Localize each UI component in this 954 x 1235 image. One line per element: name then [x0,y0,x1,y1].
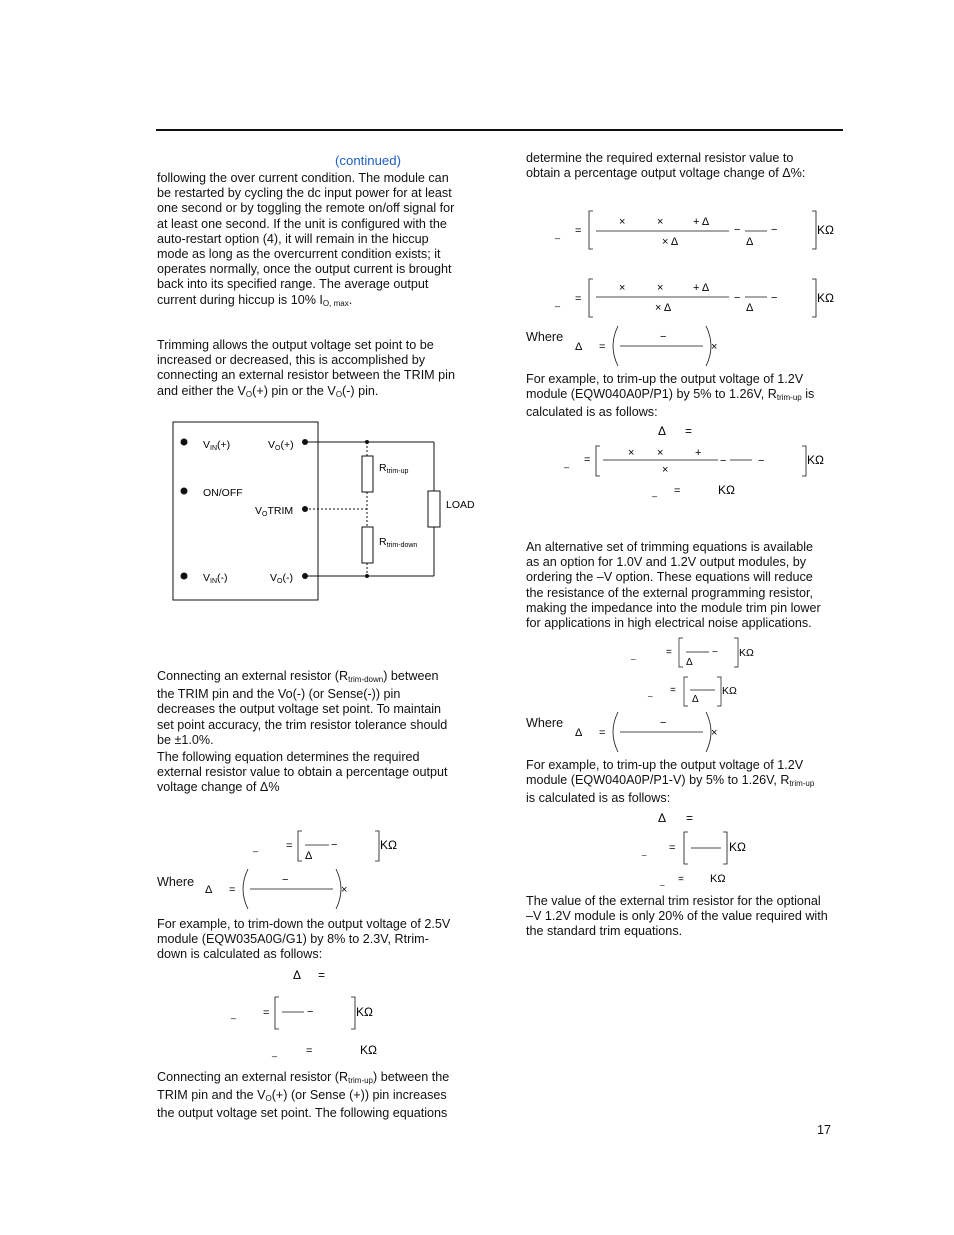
votrim-label: VOTRIM [255,505,294,518]
svg-text:_: _ [253,842,259,852]
svg-text:Δ: Δ [305,850,313,862]
svg-text:=: = [599,341,606,353]
trim-up-example-equations [560,420,830,500]
svg-text:_: _ [231,1009,237,1019]
where-label-right-1: Where [526,330,564,344]
svg-text:×: × [711,727,718,739]
onoff-label: ON/OFF [203,487,243,499]
svg-text:KΩ: KΩ [817,291,834,305]
vo-plus-label: VO(+) [268,439,294,452]
alternative-equations [626,636,776,708]
svg-text:−: − [771,292,778,304]
delta-definition-right-2 [570,708,730,756]
load-resistor [428,491,440,527]
svg-text:×: × [711,341,718,353]
rtrim-up-label: Rtrim-up [379,462,409,475]
svg-text:+: + [695,447,702,459]
hiccup-paragraph: following the over current condition. The module can be restarted by cycling the dc input power for at least one second or by toggling the remote on/off signal for at least one second. If the unit is configured with the auto-restart option (4), it will remain in the hiccup mode as long as the overcurrent condition exists; it operates normally, once the output current is brought back into its specified range. The average output current during hiccup is 10% $I_{O, max}$. [157,171,455,308]
svg-text:Δ: Δ [658,811,667,825]
trim-up-example-paragraph: For example, to trim-up the output voltage of 1.2V module (EQW040A0P/P1) by 5% to 1.26V, $R_{trim-up}$ is calculated is as follows: [526,372,815,420]
svg-text:=: = [669,842,676,854]
svg-text:_: _ [648,688,653,697]
svg-text:_: _ [642,847,647,856]
svg-text:KΩ: KΩ [710,873,726,885]
alternative-equations-paragraph: An alternative set of trimming equations is available as an option for 1.0V and 1.2V output modules, by ordering the –V option. These equations will reduce the resistance of the external programming resistor, making the impedance into the module trim pin lower for applications in high electrical noise applications. [526,540,821,631]
rtrim-down-resistor [362,527,373,563]
equation-intro-paragraph: The following equation determines the required external resistor value to obtain a percentage output voltage change of Δ% [157,750,448,795]
rtrim-down-label: Rtrim-down [379,536,418,549]
svg-text:Δ: Δ [575,727,583,739]
delta-definition-right-1 [570,322,730,370]
svg-text:Δ: Δ [746,236,754,248]
svg-text:Δ: Δ [692,694,699,705]
load-label: LOAD [446,499,475,511]
svg-text:KΩ: KΩ [718,483,735,497]
svg-text:KΩ: KΩ [360,1043,377,1057]
svg-text:×: × [657,216,664,228]
svg-text:Δ: Δ [575,341,583,353]
svg-text:=: = [584,454,591,466]
trim-down-example-equations [225,962,395,1062]
svg-text:=: = [575,225,582,237]
svg-text:=: = [670,685,676,696]
svg-text:KΩ: KΩ [817,223,834,237]
svg-text:_: _ [631,651,636,660]
rtrim-up-resistor [362,456,373,492]
svg-text:=: = [575,293,582,305]
svg-text:KΩ: KΩ [380,838,397,852]
svg-text:_: _ [564,458,570,468]
svg-text:+ Δ: + Δ [693,216,710,228]
svg-text:=: = [306,1045,313,1057]
svg-text:×: × [657,447,664,459]
vo-minus-label: VO(-) [270,572,293,585]
svg-text:Δ: Δ [205,884,213,896]
header-rule [156,129,843,131]
svg-text:=: = [685,424,693,438]
trim-up-continued-paragraph: determine the required external resistor value to obtain a percentage output voltage change of Δ%: [526,151,806,181]
svg-text:×: × [619,216,626,228]
svg-text:×: × [628,447,635,459]
svg-text:−: − [307,1006,314,1018]
svg-text:× Δ: × Δ [662,236,679,248]
vin-plus-label: VIN(+) [203,439,231,452]
svg-text:=: = [318,968,326,982]
trim-down-paragraph: Connecting an external resistor $(R_{trim-down})$ between the TRIM pin and the Vo(-) (or Sense(-)) pin decreases the output voltage set point. To maintain set point accuracy, the trim resistor tolerance should be ±1.0%. [157,669,448,747]
svg-text:_: _ [555,297,561,307]
alt-example-paragraph: For example, to trim-up the output voltage of 1.2V module (EQW040A0P/P1-V) by 5% to 1.26V, $R_{trim-up}$ is calculated is as follows: [526,758,815,806]
trim-intro-paragraph: Trimming allows the output voltage set point to be increased or decreased, this is accomplished by connecting an external resistor between the TRIM pin and either the $V_O(+)$ pin or the $V_O(-)$ pin. [157,338,455,399]
continued-label: (continued) [335,153,401,168]
svg-text:_: _ [272,1047,278,1057]
conclusion-paragraph: The value of the external trim resistor for the optional –V 1.2V module is only 20% of the value required with the standard trim equations. [526,894,828,939]
svg-text:×: × [341,884,348,896]
svg-text:−: − [660,717,667,729]
svg-text:KΩ: KΩ [722,685,737,697]
svg-text:=: = [263,1007,270,1019]
svg-text:−: − [758,455,765,467]
rtrim-down-equation [250,828,410,864]
page-number: 17 [817,1123,832,1137]
where-label-right-2: Where [526,716,564,730]
trim-circuit-diagram [170,420,480,605]
rtrim-up-equation-2 [552,275,842,321]
delta-definition-left [200,865,360,913]
svg-text:×: × [662,464,669,476]
svg-text:−: − [282,874,289,886]
trim-up-intro-paragraph: Connecting an external resistor $(R_{trim-up})$ between the TRIM pin and the $V_O(+)$ (or Sense (+)) pin increases the output voltage set point. The following equations [157,1070,450,1121]
svg-text:×: × [657,282,664,294]
svg-text:=: = [678,874,684,885]
svg-text:=: = [599,727,606,739]
svg-text:−: − [771,224,778,236]
svg-text:−: − [734,224,741,236]
svg-text:KΩ: KΩ [729,840,746,854]
svg-text:=: = [666,647,672,658]
svg-text:KΩ: KΩ [356,1005,373,1019]
vin-minus-label: VIN(-) [203,572,228,585]
rtrim-up-equation-1 [552,207,842,253]
svg-text:Δ: Δ [658,424,667,438]
svg-text:−: − [331,839,338,851]
svg-text:_: _ [660,877,665,886]
trim-down-example-paragraph: For example, to trim-down the output voltage of 2.5V module (EQW035A0G/G1) by 8% to 2.3V, Rtrim- down is calculated as follows: [157,917,451,962]
svg-text:+ Δ: + Δ [693,282,710,294]
svg-text:_: _ [555,229,561,239]
svg-text:−: − [734,292,741,304]
svg-text:× Δ: × Δ [655,302,672,314]
alt-example-equations [636,806,786,886]
svg-text:−: − [660,331,667,343]
svg-text:_: _ [652,487,658,497]
svg-text:Δ: Δ [686,657,693,668]
svg-text:=: = [229,884,236,896]
svg-text:−: − [720,455,727,467]
svg-text:Δ: Δ [746,302,754,314]
svg-text:×: × [619,282,626,294]
svg-text:KΩ: KΩ [807,453,824,467]
svg-text:=: = [674,485,681,497]
where-label-left-1: Where [157,875,195,889]
svg-text:KΩ: KΩ [739,647,754,659]
svg-text:=: = [286,840,293,852]
svg-text:−: − [712,647,718,658]
svg-text:Δ: Δ [293,968,302,982]
svg-text:=: = [686,811,694,825]
